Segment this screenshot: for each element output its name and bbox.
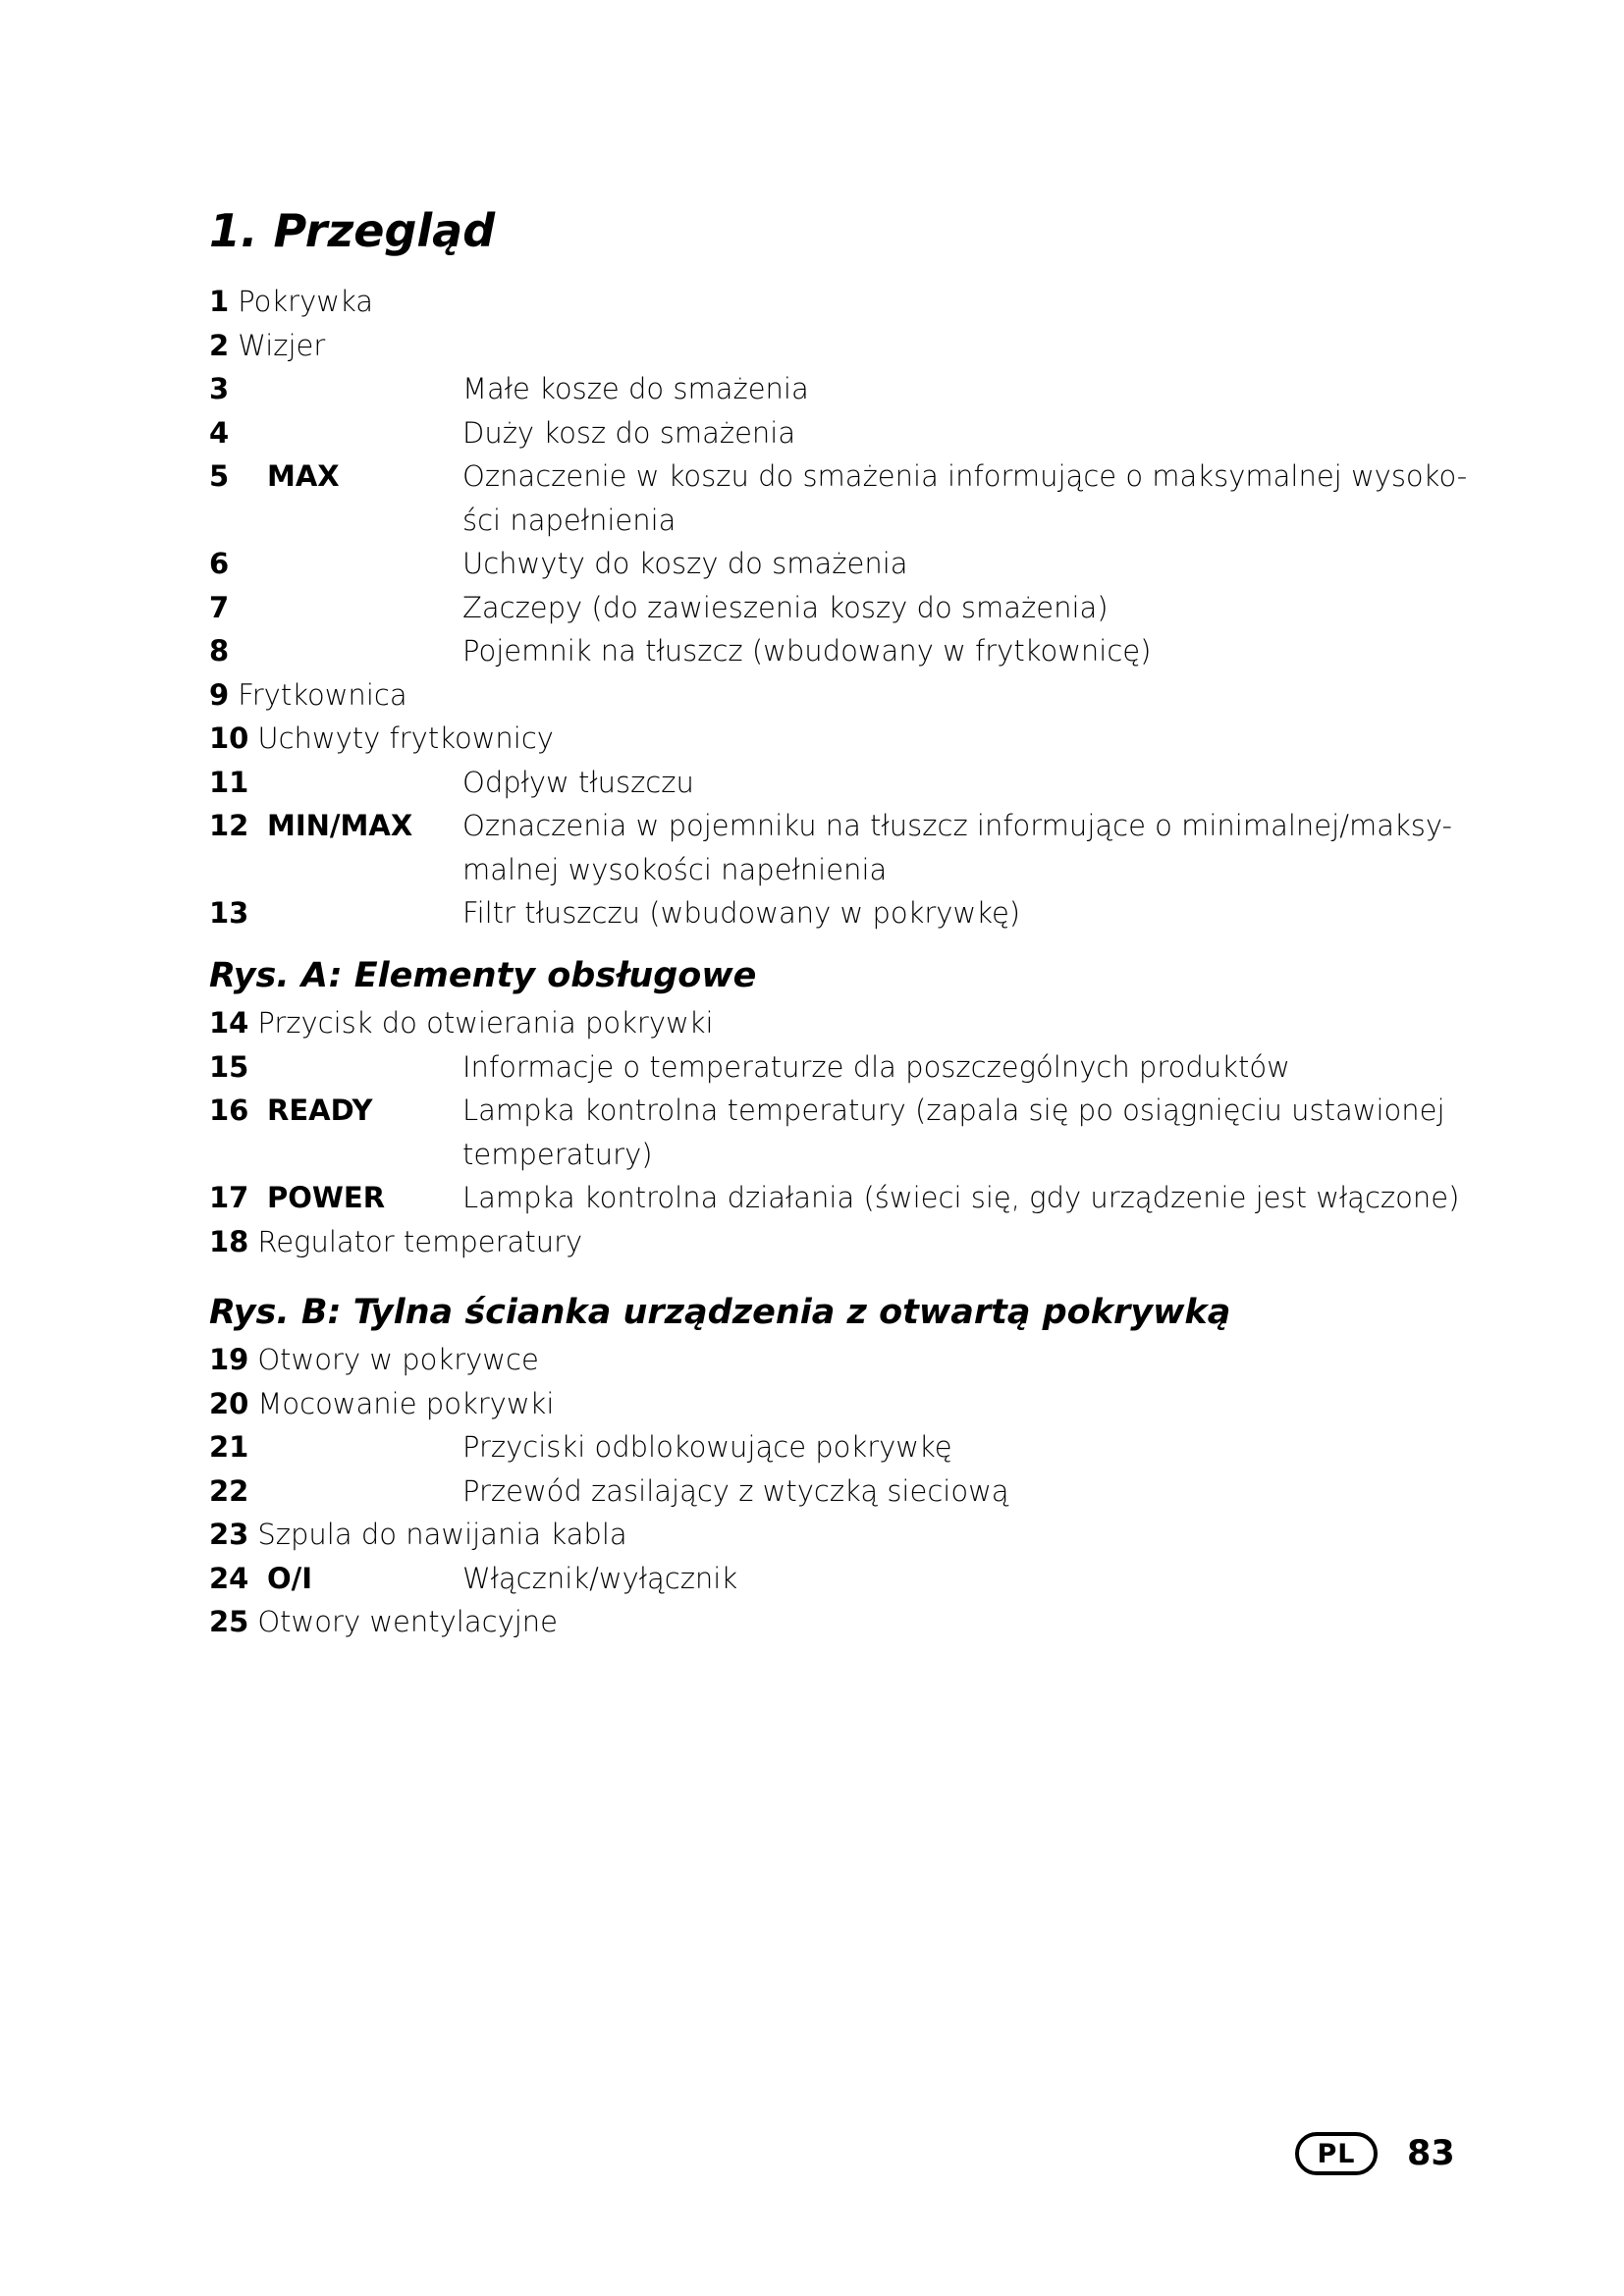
item-number: 19 [209, 1343, 249, 1376]
item-description: Lampka kontrolna temperatury (zapala się po osiągnięciu ustawionej temperatury) [462, 1094, 1445, 1171]
item-number: 15 [209, 1049, 249, 1084]
item-number: 9 [209, 677, 230, 712]
item-number: 1 [209, 285, 230, 318]
item-key [209, 1045, 462, 1090]
item-key [209, 1425, 462, 1469]
list-item [209, 1176, 1486, 1220]
item-description: Oznaczenie w koszu do smażenia informujące o maksymalnej wysoko-ści napełnienia [462, 459, 1468, 537]
page-number: 83 [1407, 2134, 1455, 2173]
list-item [209, 586, 1486, 630]
list-item [209, 324, 1486, 368]
item-key [209, 542, 462, 586]
list-item [209, 891, 1486, 935]
list-item [209, 1557, 1486, 1601]
item-number: 21 [209, 1430, 249, 1464]
item-key [209, 761, 462, 805]
item-label: READY [267, 1094, 373, 1127]
list-item [209, 1469, 1486, 1514]
list-item [209, 1513, 1486, 1557]
section-heading-controls: Rys. A: Elementy obsługowe [209, 956, 757, 995]
list-item [209, 1600, 1486, 1644]
list-item [209, 1338, 1486, 1382]
list-item [209, 761, 1486, 805]
list-item [209, 717, 1486, 761]
item-description: Włącznik/wyłącznik [462, 1561, 738, 1595]
item-number: 12 [209, 809, 249, 842]
controls-section [209, 954, 1486, 1263]
item-description: Uchwyty frytkownicy [257, 721, 554, 755]
item-key [209, 891, 462, 935]
item-description: Regulator temperatury [257, 1224, 583, 1258]
item-number: 3 [209, 372, 230, 405]
item-key [209, 629, 462, 673]
rear-panel-list [209, 1338, 1486, 1644]
item-key [209, 454, 462, 499]
item-number: 17 [209, 1181, 249, 1214]
list-item [209, 542, 1486, 586]
item-description: Zaczepy (do zawieszenia koszy do smażenia) [462, 590, 1109, 624]
item-description: Szpula do nawijania kabla [257, 1518, 627, 1551]
item-description: Przewód zasilający z wtyczką sieciową [462, 1473, 1009, 1508]
item-number: 5 [209, 459, 230, 493]
item-number: 6 [209, 547, 230, 580]
item-number: 7 [209, 590, 230, 624]
item-description: Przycisk do otwierania pokrywki [257, 1006, 714, 1040]
item-description: Duży kosz do smażenia [462, 415, 796, 450]
item-description: Informacje o temperaturze dla poszczególnych produktów [462, 1049, 1290, 1084]
item-description: Przyciski odblokowujące pokrywkę [462, 1430, 952, 1464]
list-item [209, 1382, 1486, 1426]
item-description: Oznaczenia w pojemniku na tłuszcz informujące o minimalnej/maksy-malnej wysokości napełnienia [462, 809, 1453, 886]
item-description: Odpływ tłuszczu [462, 765, 694, 799]
item-key [209, 411, 462, 455]
item-key [209, 367, 462, 411]
item-number: 10 [209, 721, 249, 755]
page-footer [1295, 2132, 1455, 2175]
list-item [209, 280, 1486, 324]
parts-list [209, 280, 1486, 935]
page-title: 1. Przegląd [209, 204, 496, 257]
item-description: Otwory wentylacyjne [257, 1605, 559, 1638]
section-heading-rear-panel: Rys. B: Tylna ścianka urządzenia z otwartą pokrywką [209, 1293, 1231, 1332]
list-item [209, 1220, 1486, 1264]
list-item [209, 673, 1486, 718]
item-description: Małe kosze do smażenia [462, 372, 809, 405]
item-description: Frytkownica [238, 677, 407, 712]
overview-section [209, 280, 1486, 935]
list-item [209, 1425, 1486, 1469]
item-number: 16 [209, 1094, 249, 1127]
item-key [209, 586, 462, 630]
item-number: 14 [209, 1006, 249, 1040]
item-number: 2 [209, 328, 230, 362]
item-label: POWER [267, 1181, 386, 1214]
item-key [209, 1557, 462, 1601]
item-number: 13 [209, 896, 249, 930]
item-key [209, 804, 462, 848]
list-item [209, 1089, 1486, 1176]
item-description: Filtr tłuszczu (wbudowany w pokrywkę) [462, 896, 1021, 930]
item-number: 4 [209, 415, 230, 450]
list-item [209, 1001, 1486, 1045]
item-key [209, 1176, 462, 1220]
item-description: Wizjer [238, 328, 326, 362]
item-number: 8 [209, 634, 230, 667]
item-number: 22 [209, 1473, 249, 1508]
item-description: Mocowanie pokrywki [257, 1386, 555, 1420]
list-item [209, 454, 1486, 542]
item-description: Pokrywka [238, 285, 374, 318]
item-number: 18 [209, 1224, 249, 1258]
language-badge: PL [1295, 2132, 1378, 2175]
list-item [209, 1045, 1486, 1090]
item-number: 23 [209, 1518, 249, 1551]
item-description: Pojemnik na tłuszcz (wbudowany w frytkownicę) [462, 634, 1152, 667]
list-item [209, 411, 1486, 455]
item-label: MIN/MAX [267, 809, 413, 842]
item-number: 24 [209, 1561, 249, 1595]
item-key [209, 1469, 462, 1514]
list-item [209, 367, 1486, 411]
item-description: Lampka kontrolna działania (świeci się, gdy urządzenie jest włączone) [462, 1181, 1460, 1214]
controls-list [209, 1001, 1486, 1263]
list-item [209, 804, 1486, 891]
item-description: Otwory w pokrywce [257, 1343, 539, 1376]
list-item [209, 629, 1486, 673]
rear-panel-section [209, 1291, 1486, 1644]
item-number: 25 [209, 1605, 249, 1638]
item-label: O/I [267, 1561, 313, 1595]
item-label: MAX [267, 459, 340, 493]
item-key [209, 1089, 462, 1133]
item-number: 20 [209, 1386, 249, 1420]
item-number: 11 [209, 765, 249, 799]
item-description: Uchwyty do koszy do smażenia [462, 547, 908, 580]
